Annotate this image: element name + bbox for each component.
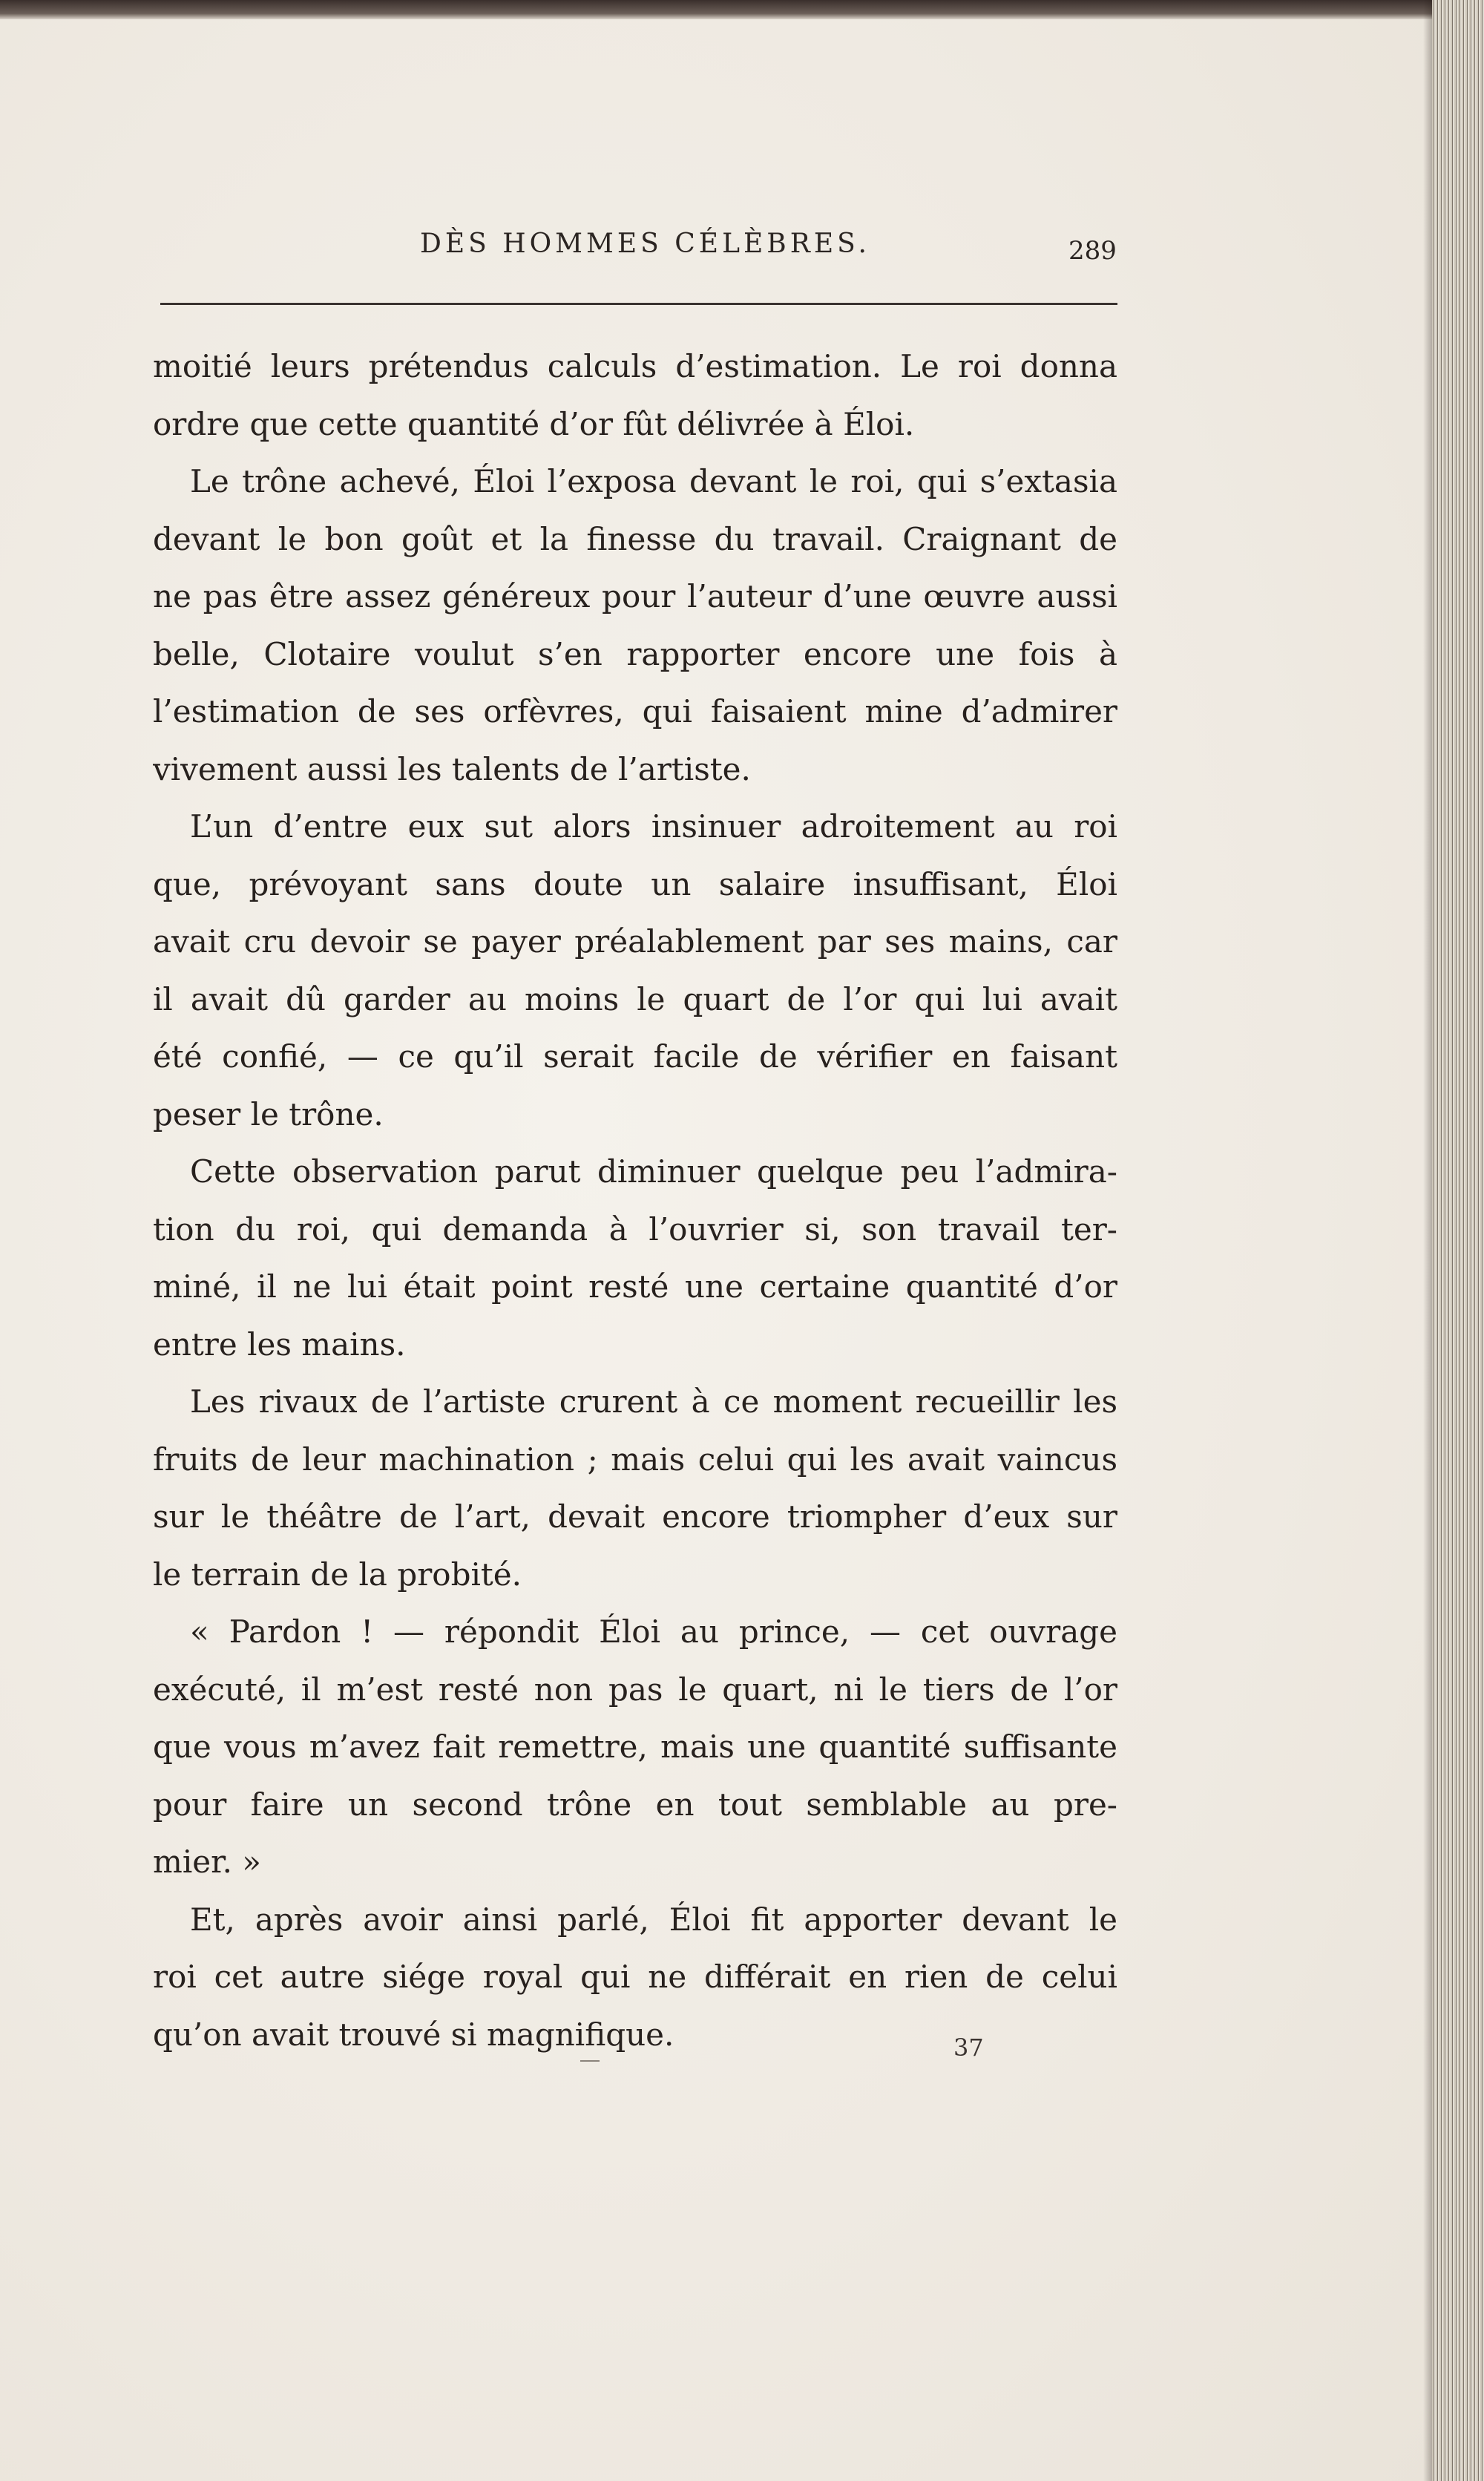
text-line: été confié, — ce qu’il serait facile de vérifier en faisant (153, 1038, 1117, 1075)
text-line: que, prévoyant sans doute un salaire insuffisant, Éloi (153, 865, 1117, 902)
text-line: L’un d’entre eux sut alors insinuer adroitement au roi (190, 808, 1117, 845)
text-line: Les rivaux de l’artiste crurent à ce moment recueillir les (190, 1383, 1117, 1420)
text-line: ordre que cette quantité d’or fût délivrée à Éloi. (153, 405, 915, 442)
text-line: mier. » (153, 1843, 261, 1880)
footer-dash (580, 2060, 600, 2062)
text-line: Le trône achevé, Éloi l’exposa devant le roi, qui s’extasia (190, 463, 1117, 499)
text-line: Cette observation parut diminuer quelque peu l’admira- (190, 1153, 1117, 1190)
header-rule (160, 303, 1117, 305)
text-line: moitié leurs prétendus calculs d’estimation. Le roi donna (153, 348, 1117, 384)
text-line: qu’on avait trouvé si magnifique. (153, 2016, 674, 2053)
text-line: il avait dû garder au moins le quart de l’or qui lui avait (153, 980, 1117, 1017)
text-line: roi cet autre siége royal qui ne différait en rien de celui (153, 1959, 1117, 1995)
text-line: avait cru devoir se payer préalablement par ses mains, car (153, 923, 1117, 960)
text-line: entre les mains. (153, 1325, 406, 1363)
text-line: tion du roi, qui demanda à l’ouvrier si, son travail ter- (153, 1210, 1117, 1248)
page-top-edge (0, 0, 1432, 19)
text-line: devant le bon goût et la finesse du travail. Craignant de (153, 520, 1117, 557)
signature-mark: 37 (953, 2033, 984, 2062)
text-line: l’estimation de ses orfèvres, qui faisaient mine d’admirer (153, 693, 1117, 730)
text-line: que vous m’avez fait remettre, mais une quantité suffisante (153, 1728, 1117, 1765)
text-line: peser le trône. (153, 1095, 384, 1133)
text-line: le terrain de la probité. (153, 1556, 522, 1593)
text-line: belle, Clotaire voulut s’en rapporter encore une fois à (153, 635, 1117, 672)
running-head: DÈS HOMMES CÉLÈBRES. (420, 229, 870, 259)
text-line: vivement aussi les talents de l’artiste. (153, 750, 751, 787)
page-fore-edge (1432, 0, 1484, 2481)
text-line: ne pas être assez généreux pour l’auteur d’une œuvre aussi (153, 578, 1117, 614)
text-line: pour faire un second trône en tout semblable au pre- (153, 1786, 1117, 1823)
text-line: miné, il ne lui était point resté une certaine quantité d’or (153, 1268, 1117, 1305)
text-line: exécuté, il m’est resté non pas le quart, ni le tiers de l’or (153, 1671, 1117, 1708)
text-line: sur le théâtre de l’art, devait encore triompher d’eux sur (153, 1498, 1117, 1535)
text-line: Et, après avoir ainsi parlé, Éloi fit apporter devant le (190, 1901, 1117, 1938)
page-number: 289 (1068, 236, 1117, 266)
text-line: fruits de leur machination ; mais celui qui les avait vaincus (153, 1441, 1117, 1478)
body-text (153, 338, 1117, 2063)
text-line: « Pardon ! — répondit Éloi au prince, — cet ouvrage (190, 1613, 1117, 1650)
